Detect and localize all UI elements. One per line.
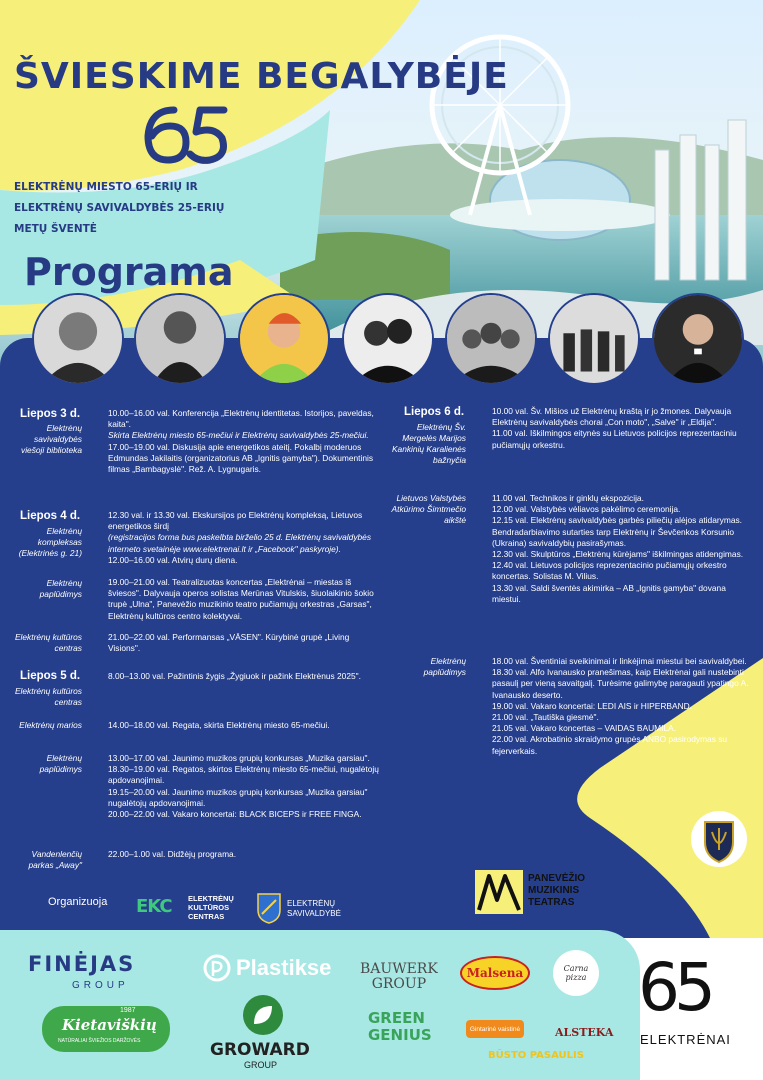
sponsor-busto-pasaulis: BŪSTO PASAULIS — [488, 1050, 584, 1061]
venue-label: Elektrėnų savivaldybės viešoji biblioteka — [21, 423, 82, 455]
sponsor-groward-sub: GROUP — [244, 1060, 278, 1070]
event-line: 12.30 val. Skulptūros „Elektrėnų kūrėjams" iškilmingas atidengimas. — [492, 549, 744, 560]
event-line: 14.00–18.00 val. Regata, skirta Elektrėnų miesto 65-mečiui. — [108, 720, 330, 730]
sponsor-bauwerk — [360, 962, 438, 992]
venue-label: Elektrėnų kompleksas (Elektrinės g. 21) — [18, 526, 82, 558]
venue-label: Elektrėnų kultūros centras — [14, 632, 82, 653]
event-line: Skirta Elektrėnų miesto 65-mečiui ir Elektrėnų savivaldybės 25-mečiui. — [108, 430, 369, 441]
event-block — [108, 849, 380, 860]
event-line: 21.05 val. Vakaro koncertas – VAIDAS BAUMILA. — [492, 723, 677, 734]
event-line: Bendradarbiavimo sutarties tarp Elektrėnų ir Ševčenkos Korsunio (Ukraina) savivaldybių pasirašymas. — [492, 526, 735, 548]
groward-leaf-icon — [242, 994, 284, 1036]
event-line: 20.00–22.00 val. Vakaro koncertai: BLACK BICEPS ir FREE FINGA. — [108, 809, 362, 820]
event-block — [108, 408, 380, 475]
sponsor-plastikse: Plastikse — [236, 955, 332, 980]
event-line: (registracijos forma bus paskelbta birželio 25 d. Elektrėnų savivaldybės interneto svetainėje www.elektrenai.lt ir „Facebook" paskyroje). — [108, 532, 372, 554]
event-line: 12.00–16.00 val. Atvirų durų diena. — [108, 554, 238, 565]
event-line: 11.00 val. Technikos ir ginklų ekspozicija. — [492, 493, 644, 503]
event-line: 22.00 val. Akrobatinio skraidymo grupės ANBO pasirodymas su fejerverkais. — [492, 734, 728, 756]
event-line: 22.00–1.00 val. Didžėjų programa. — [108, 849, 237, 859]
kietaviskiu-sub: NATŪRALIAI ŠVIEŽIOS DARŽOVĖS — [58, 1038, 141, 1044]
venue-label: Elektrėnų marios — [19, 720, 82, 730]
venue-label: Elektrėnų kultūros centras — [14, 686, 82, 707]
municipality-line: SAVIVALDYBĖ — [287, 909, 341, 918]
day-heading: Liepos 4 d. — [20, 510, 81, 522]
ekc-line: ELEKTRĖNŲ — [188, 894, 234, 903]
theatre-logo-icon — [475, 870, 523, 914]
performer-avatar-6 — [548, 293, 640, 385]
venue-label: Elektrėnų paplūdimys — [423, 656, 466, 677]
event-line: 18.30–19.00 val. Regatos, skirtos Elektrėnų miesto 65-mečiui, nugalėtojų apdovanojimai. — [108, 764, 379, 786]
ekc-name — [188, 894, 234, 921]
city-logo-number: 65 — [638, 949, 710, 1026]
event-line: 18.30 val. Alfo Ivanausko pranešimas, kaip Elektrėnai gali nustebinti pasaulį per vieną savaitgalį. Turėsime galimybę paragauti ypatingo A. Ivanausko deserto. — [492, 667, 749, 700]
program-heading: Programa — [24, 250, 234, 294]
subtitle-line-3: METŲ ŠVENTĖ — [14, 223, 97, 235]
ekc-line: KULTŪROS — [188, 903, 230, 912]
sponsor-green-genius — [368, 1010, 432, 1044]
sponsor-groward: GROWARD — [210, 1040, 310, 1060]
event-block — [108, 671, 380, 682]
event-line: 13.00–17.00 val. Jaunimo muzikos grupių konkursas „Muzika garsiau". — [108, 753, 370, 763]
performer-avatar-7 — [652, 293, 744, 385]
sponsor-malsena: Malsena — [466, 966, 524, 980]
subtitle-line-1: ELEKTRĖNŲ MIESTO 65-ERIŲ IR — [14, 181, 198, 193]
sponsor-finejas-sub: GROUP — [72, 980, 129, 991]
venue-label: Elektrėnų paplūdimys — [39, 578, 82, 599]
performer-avatar-3 — [238, 293, 330, 385]
event-line: 19.00 val. Vakaro koncertai: LEDI AIS ir HIPERBAND. — [492, 700, 692, 711]
ekc-mark: EKC — [136, 896, 172, 917]
event-block — [108, 577, 380, 622]
venue-label: Elektrėnų Šv. Mergelės Marijos Kankinių Karalienės bažnyčia — [391, 422, 466, 465]
event-line: 11.00 val. Iškilmingos eitynės su Lietuvos policijos reprezentaciniu pučiamųjų orkestru. — [492, 428, 737, 450]
day-heading: Liepos 5 d. — [20, 670, 81, 682]
performer-avatar-4 — [342, 293, 434, 385]
sponsor-gintarine: Gintarinė vaistinė — [466, 1020, 524, 1038]
municipality-line: ELEKTRĖNŲ — [287, 899, 336, 908]
municipality-crest-icon — [256, 892, 282, 924]
subtitle-line-2: ELEKTRĖNŲ SAVIVALDYBĖS 25-ERIŲ — [14, 202, 225, 214]
event-block — [108, 753, 380, 820]
ekc-logo-icon — [136, 896, 178, 916]
event-line: 12.15 val. Elektrėnų savivaldybės garbės piliečių alėjos atidarymas. — [492, 515, 742, 526]
green-genius-line: GENIUS — [368, 1026, 432, 1044]
theatre-line: PANEVĖŽIO — [528, 873, 586, 884]
malsena-logo-icon — [460, 956, 530, 990]
event-line: 10.00 val. Šv. Mišios už Elektrėnų kraštą ir jo žmones. Dalyvauja Elektrėnų savivaldybės chorai „Con moto", „Salve" ir „Eldija". — [492, 406, 732, 428]
day-heading: Liepos 6 d. — [404, 406, 465, 418]
city-logo-name: ELEKTRĖNAI — [640, 1032, 731, 1047]
police-orchestra-emblem-icon — [690, 810, 748, 868]
event-line: 17.00–19.00 val. Diskusija apie energetikos ateitį. Pokalbį moderuos Edmundas Jakilaitis (organizatorius AB „Ignitis gamyba"). Dokumentinis filmas „Bambagyslė". Rež. A. Lygnugaris. — [108, 441, 374, 475]
event-line: 19.00–21.00 val. Teatralizuotas koncertas „Elektrėnai – miestas iš šviesos". Dalyvauja operos solistas Merūnas Vitulskis, šiuolaikinio šokio trupė „Ulna", Panevėžio muzikinio teatro pučiamųjų orkestras „Garsas", Elektrėnų kultūros centro kolektyvai. — [108, 577, 374, 621]
sponsor-finejas: FINĖJAS — [28, 952, 136, 976]
theatre-line: TEATRAS — [528, 897, 575, 908]
event-line: 10.00–16.00 val. Konferencija „Elektrėnų identitetas. Istorijos, paveldas, kaita". — [108, 408, 374, 430]
theatre-line: MUZIKINIS — [528, 885, 580, 896]
municipality-name — [287, 899, 341, 919]
ekc-line: CENTRAS — [188, 912, 225, 921]
event-block — [492, 493, 752, 605]
venue-label: Vandenlenčių parkas „Away" — [28, 849, 82, 870]
event-block — [108, 720, 380, 731]
sponsor-carna: Carna pizza — [563, 964, 589, 982]
bauwerk-name: BAUWERK — [360, 961, 438, 977]
day-heading: Liepos 3 d. — [20, 408, 81, 420]
event-line: 21.00–22.00 val. Performansas „VĀSEN". Kūrybinė grupė „Living Visions". — [108, 632, 350, 654]
performer-avatar-5 — [445, 293, 537, 385]
event-line: 19.15–20.00 val. Jaunimo muzikos grupių konkursas „Muzika garsiau" nugalėtojų apdovanojimai. — [108, 786, 368, 808]
event-line: 12.30 val. ir 13.30 val. Ekskursijos po Elektrėnų kompleksą, Lietuvos energetikos širdį — [108, 510, 363, 532]
event-block — [108, 510, 380, 566]
event-block — [492, 656, 752, 757]
event-line: 18.00 val. Šventiniai sveikinimai ir linkėjimai miestui bei savivaldybei. — [492, 656, 747, 666]
carna-logo-icon — [553, 950, 599, 996]
page-title: ŠVIESKIME BEGALYBĖJE — [14, 56, 509, 97]
kietaviskiu-year: 1987 — [120, 1007, 136, 1014]
anniversary-logo-icon — [140, 100, 230, 168]
event-line: 12.00 val. Valstybės vėliavos pakėlimo ceremonija. — [492, 504, 681, 515]
organizers-label: Organizuoja — [48, 896, 108, 908]
venue-label: Elektrėnų paplūdimys — [39, 753, 82, 774]
event-line: 13.30 val. Saldi šventės akimirka – AB „Ignitis gamyba" dovana miestui. — [492, 582, 726, 604]
performer-avatar-2 — [134, 293, 226, 385]
performer-avatar-1 — [32, 293, 124, 385]
green-genius-line: GREEN — [368, 1009, 425, 1027]
event-line: 8.00–13.00 val. Pažintinis žygis „Žygiuok ir pažink Elektrėnus 2025". — [108, 671, 361, 681]
event-line: 21.00 val. „Tautiška giesmė". — [492, 712, 599, 723]
event-block — [108, 632, 380, 654]
sponsor-alsteka: ALSTEKA — [555, 1026, 614, 1039]
plastikse-logo-icon — [203, 954, 231, 982]
bauwerk-sub: GROUP — [371, 976, 427, 992]
theatre-name — [528, 873, 585, 909]
venue-label: Lietuvos Valstybės Atkūrimo Šimtmečio aikštė — [391, 493, 466, 525]
sponsor-kietaviskiu: Kietaviškių — [62, 1016, 157, 1034]
event-line: 12.40 val. Lietuvos policijos reprezentacinio pučiamųjų orkestro koncertas. Solistas M. Vilius. — [492, 560, 727, 582]
event-block — [492, 406, 752, 451]
